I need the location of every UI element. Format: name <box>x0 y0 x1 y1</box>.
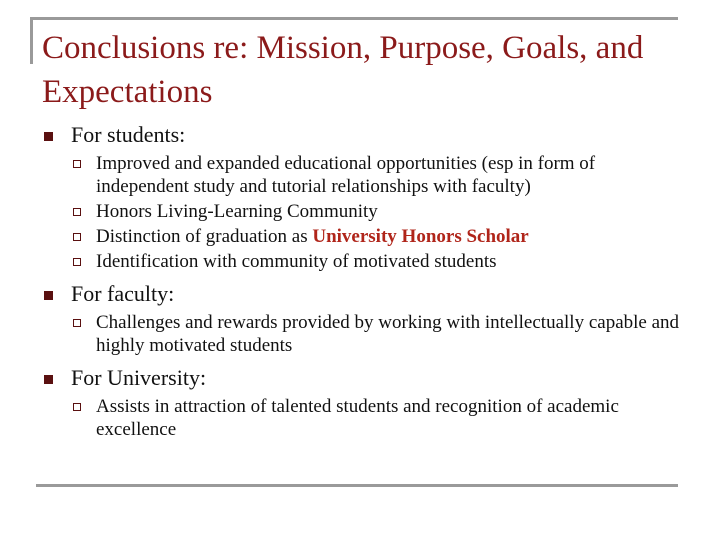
section-faculty <box>44 281 684 357</box>
list-item-text: Improved and expanded educational opportunities (esp in form of independent study and tutorial relationships with faculty) <box>96 153 596 197</box>
highlighted-term: University Honors Scholar <box>312 226 529 247</box>
section-label: For faculty: <box>71 281 175 306</box>
slide-title: Conclusions re: Mission, Purpose, Goals, and Expectations <box>42 30 644 110</box>
sub-list <box>71 152 684 273</box>
sub-list <box>71 311 684 357</box>
frame-bottom-rule <box>36 484 678 487</box>
section-label: For students: <box>71 122 186 147</box>
hollow-square-bullet-icon <box>73 233 81 241</box>
square-bullet-icon <box>44 375 53 384</box>
list-item <box>71 225 684 248</box>
section-label: For University: <box>71 365 207 390</box>
hollow-square-bullet-icon <box>73 208 81 216</box>
list-item-text: Honors Living-Learning Community <box>96 201 378 222</box>
hollow-square-bullet-icon <box>73 160 81 168</box>
list-item <box>71 311 684 357</box>
list-item <box>71 200 684 223</box>
hollow-square-bullet-icon <box>73 403 81 411</box>
list-item <box>71 250 684 273</box>
list-item-text: Challenges and rewards provided by working with intellectually capable and highly motivated students <box>96 312 680 356</box>
hollow-square-bullet-icon <box>73 258 81 266</box>
frame-left-rule <box>30 17 33 64</box>
hollow-square-bullet-icon <box>73 319 81 327</box>
list-item-text: Assists in attraction of talented students and recognition of academic excellence <box>96 396 619 440</box>
square-bullet-icon <box>44 291 53 300</box>
list-item-text: Identification with community of motivated students <box>96 251 497 272</box>
square-bullet-icon <box>44 132 53 141</box>
list-item <box>71 395 684 441</box>
slide-body <box>44 122 684 449</box>
list-item-text: Distinction of graduation as <box>96 226 313 247</box>
section-university <box>44 365 684 441</box>
list-item <box>71 152 684 198</box>
frame-top-rule <box>30 17 678 20</box>
sub-list <box>71 395 684 441</box>
section-students <box>44 122 684 273</box>
